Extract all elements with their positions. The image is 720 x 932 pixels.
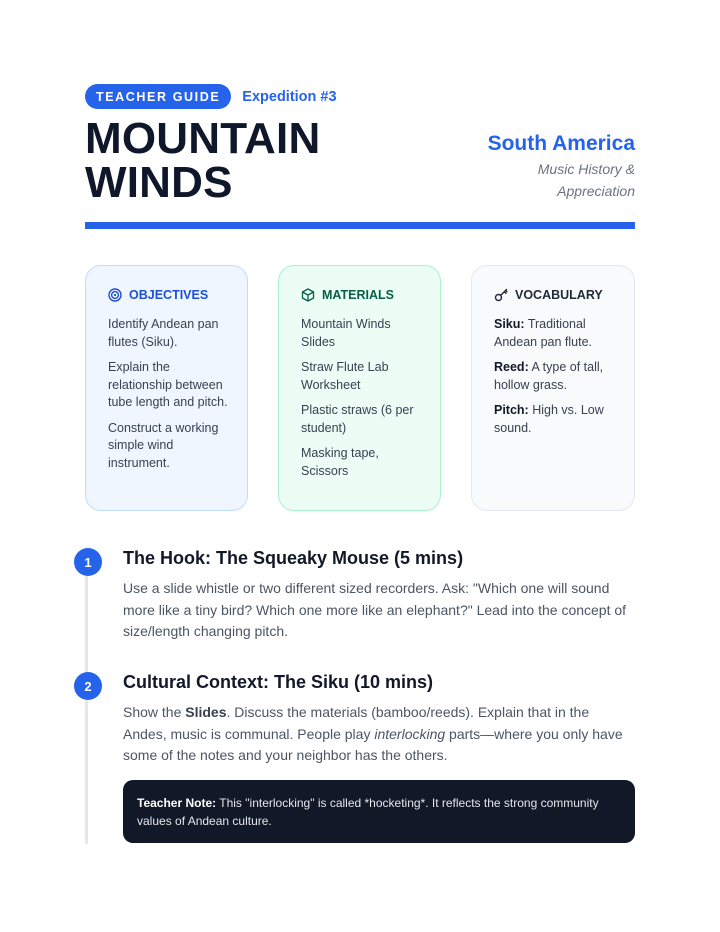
header-divider [85, 222, 635, 229]
vocab-item [494, 402, 622, 437]
step-title: The Hook: The Squeaky Mouse (5 mins) [123, 548, 464, 568]
teacher-note-label: Teacher Note: [137, 796, 217, 810]
key-icon [494, 288, 508, 302]
materials-heading [301, 288, 428, 302]
step-body: Use a slide whistle or two different sized recorders. Ask: "Which one will sound more like a tiny bird? Which one more like an elephant?" Lead into the concept of size/length changing pitch. [123, 580, 627, 639]
info-cards [85, 265, 635, 511]
box-icon [301, 288, 315, 302]
objectives-heading-label: OBJECTIVES [129, 288, 209, 302]
interlocking-emphasis: interlocking [374, 725, 446, 742]
material-item: Straw Flute Lab Worksheet [301, 360, 389, 392]
vocab-definition: High vs. Low sound. [494, 403, 604, 435]
objectives-heading [108, 288, 235, 302]
objective-item: Construct a working simple wind instrument. [108, 420, 219, 470]
step-title: Cultural Context: The Siku (10 mins) [123, 672, 434, 692]
step-body-text: Show the [123, 704, 186, 720]
vocab-definition: A type of tall, hollow grass. [494, 360, 604, 392]
objective-item: Identify Andean pan flutes (Siku). [108, 317, 219, 349]
subject-label: Music History & Appreciation [537, 161, 635, 199]
teacher-guide-badge: TEACHER GUIDE [85, 84, 231, 109]
teacher-note-text: This "interlocking" is called *hocketing*. It reflects the strong community values of Andean culture. [137, 796, 599, 828]
materials-card [278, 265, 441, 511]
header [85, 84, 635, 207]
vocab-term: Siku: [494, 317, 525, 331]
vocabulary-heading-label: VOCABULARY [515, 288, 603, 302]
material-item: Mountain Winds Slides [301, 317, 391, 349]
expedition-label: Expedition #3 [242, 88, 337, 105]
step-body [123, 702, 635, 767]
objective-item: Explain the relationship between tube length and pitch. [108, 360, 228, 409]
step-number-badge: 2 [74, 672, 102, 700]
page-title [85, 114, 321, 207]
title-line-1: MOUNTAIN [85, 114, 321, 163]
course-info [488, 131, 635, 202]
vocab-item [494, 316, 622, 351]
material-item: Masking tape, Scissors [301, 446, 379, 478]
title-line-2: WINDS [85, 158, 233, 207]
slides-emphasis: Slides [185, 704, 227, 720]
target-icon [108, 288, 122, 302]
step-body-text: . Discuss the materials (bamboo/reeds). Explain that in the Andes, music is communal. People play [123, 704, 590, 742]
region-label: South America [487, 132, 635, 155]
vocab-item [494, 359, 622, 394]
teacher-note [123, 780, 635, 843]
vocabulary-card [471, 265, 635, 511]
step-body-text: parts—where you only have some of the notes and your neighbor has the others. [123, 725, 623, 763]
materials-heading-label: MATERIALS [322, 288, 394, 302]
material-item: Plastic straws (6 per student) [301, 403, 414, 435]
objectives-card [85, 265, 248, 511]
tag-row [85, 84, 635, 109]
vocab-definition: Traditional Andean pan flute. [494, 317, 592, 349]
step-number-badge: 1 [74, 548, 102, 576]
vocab-term: Pitch: [494, 403, 529, 417]
vocabulary-heading [494, 288, 622, 302]
vocab-term: Reed: [494, 360, 529, 374]
